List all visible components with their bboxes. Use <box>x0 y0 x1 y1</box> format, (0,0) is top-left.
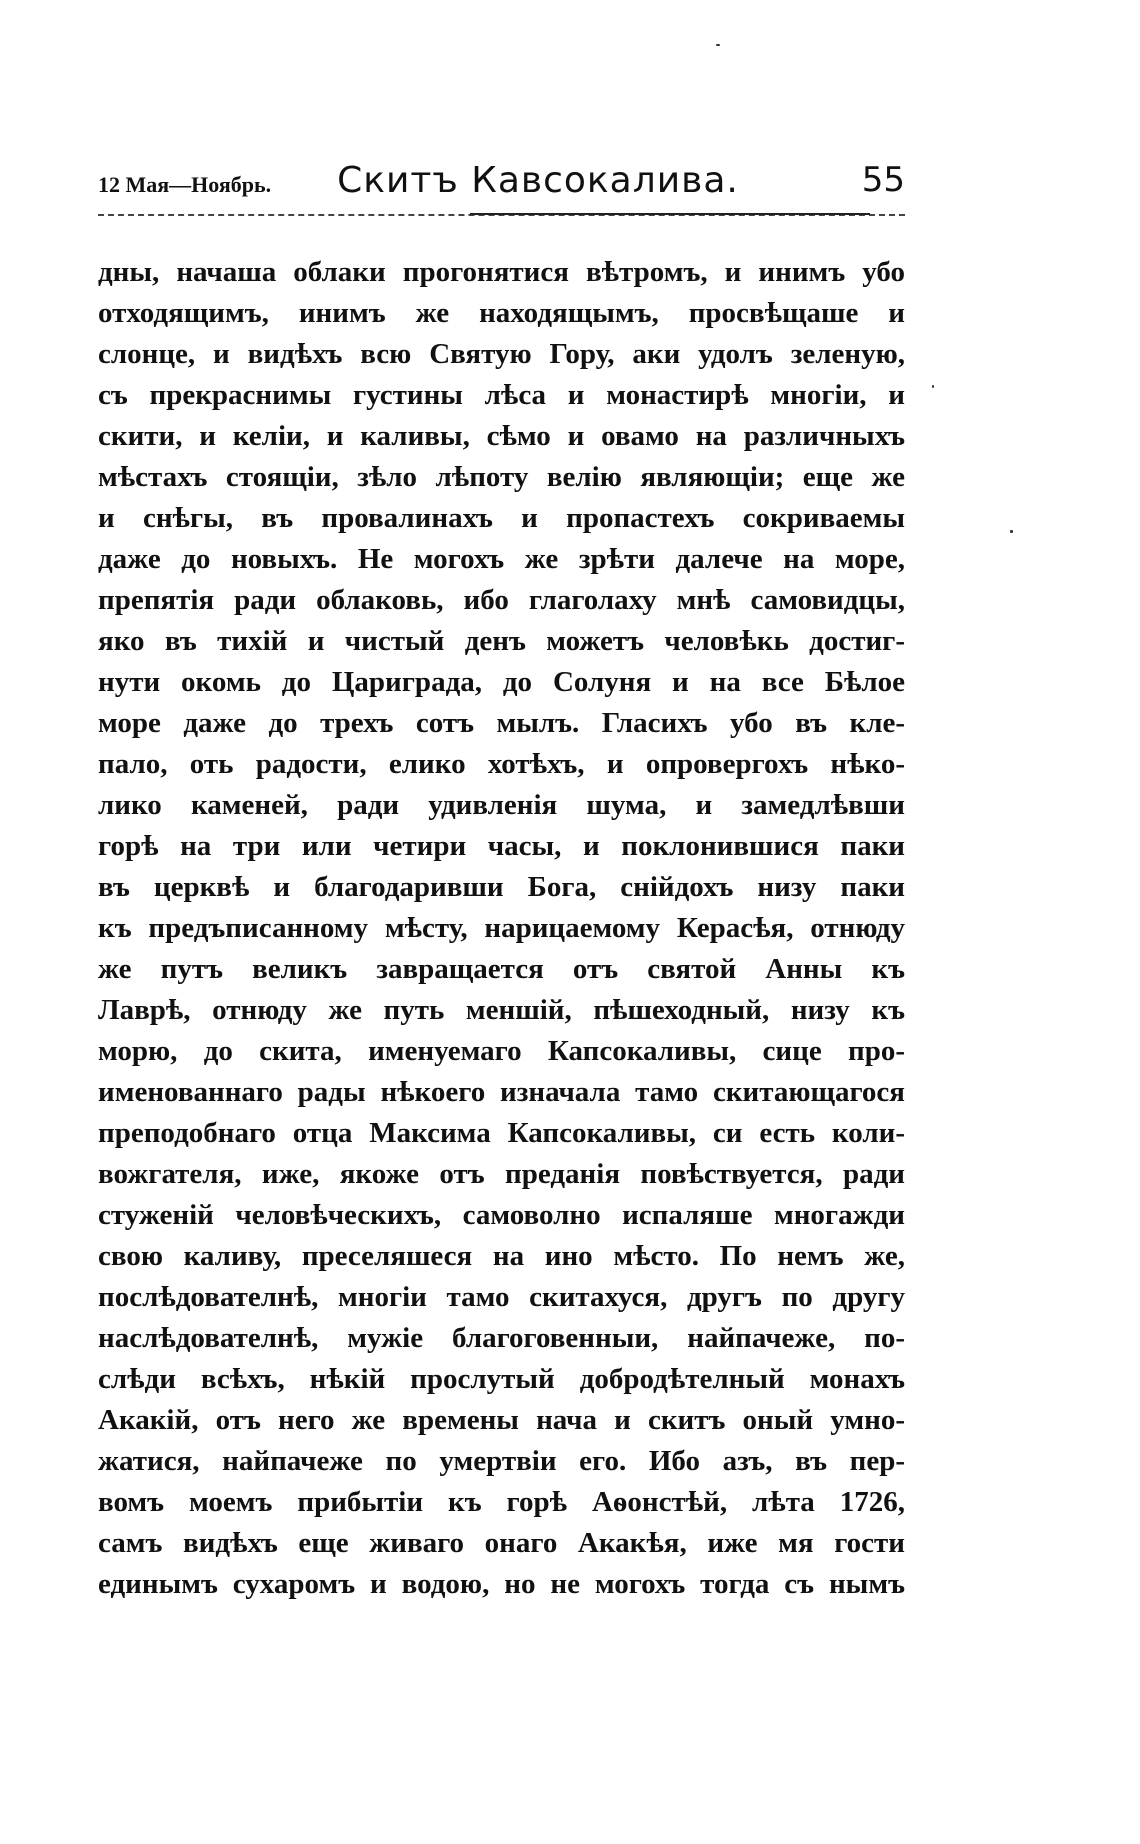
text-line: же путъ великъ завращается отъ святой Анны къ <box>98 953 905 985</box>
text-line: именованнаго рады нѣкоего изначала тамо скитающагося <box>98 1076 905 1108</box>
text-line: море даже до трехъ сотъ мылъ. Гласихъ убо въ кле- <box>98 707 905 739</box>
scan-speck <box>1010 530 1013 533</box>
text-line: единымъ сухаромъ и водою, но не могохъ тогда съ нымъ <box>98 1568 905 1600</box>
text-line: морю, до скита, именуемаго Капсокаливы, сице про- <box>98 1035 905 1067</box>
text-line: послѣдователнѣ, многіи тамо скитахуся, другъ по другу <box>98 1281 905 1313</box>
text-line: въ церквѣ и благодаривши Бога, снійдохъ низу паки <box>98 871 905 903</box>
scan-speck <box>932 385 934 388</box>
running-date: 12 Мая—Ноябрь. <box>98 172 272 197</box>
text-line: мѣстахъ стоящіи, зѣло лѣпоту велію являющіи; еще же <box>98 461 905 493</box>
text-line: отходящимъ, инимъ же находящымъ, просвѣщаше и <box>98 297 905 329</box>
text-line: Лаврѣ, отнюду же путь меншій, пѣшеходный, низу къ <box>98 994 905 1026</box>
text-line: наслѣдователнѣ, мужіе благоговенныи, найпачеже, по- <box>98 1322 905 1354</box>
text-line: къ предъписанному мѣсту, нарицаемому Керасѣя, отнюду <box>98 912 905 944</box>
text-line: стуженій человѣческихъ, самоволно испаляше многажди <box>98 1199 905 1231</box>
text-line: преподобнаго отца Максима Капсокаливы, си есть коли- <box>98 1117 905 1149</box>
header-rule-solid <box>470 213 870 215</box>
text-line: вомъ моемъ прибытіи къ горѣ Аѳонстѣй, лѣта 1726, <box>98 1486 905 1518</box>
text-line: слѣди всѣхъ, нѣкій прослутый добродѣтелный монахъ <box>98 1363 905 1395</box>
text-line: вожгателя, иже, якоже отъ преданія повѣствуется, ради <box>98 1158 905 1190</box>
text-line: пало, оть радости, елико хотѣхъ, и опровергохъ нѣко- <box>98 748 905 780</box>
text-line: нути окомь до Цариграда, до Солуня и на все Бѣлое <box>98 666 905 698</box>
text-line: съ прекраснимы густины лѣса и монастирѣ многіи, и <box>98 379 905 411</box>
running-header <box>98 160 905 220</box>
text-line: скити, и келіи, и каливы, сѣмо и овамо на различныхъ <box>98 420 905 452</box>
text-line: самъ видѣхъ еще живаго онаго Акакѣя, иже мя гости <box>98 1527 905 1559</box>
running-title: Скитъ Кавсокалива. <box>337 160 739 201</box>
text-line: Акакій, отъ него же времены нача и скитъ оный умно- <box>98 1404 905 1436</box>
text-line: свою каливу, преселяшеся на ино мѣсто. По немъ же, <box>98 1240 905 1272</box>
body-text <box>98 252 905 1605</box>
text-line: и снѣгы, въ провалинахъ и пропастехъ сокриваемы <box>98 502 905 534</box>
text-line: яко въ тихій и чистый денъ можетъ человѣкь достиг- <box>98 625 905 657</box>
text-line: препятія ради облаковь, ибо глаголаху мнѣ самовидцы, <box>98 584 905 616</box>
text-line: лико каменей, ради удивленія шума, и замедлѣвши <box>98 789 905 821</box>
scan-speck <box>716 44 720 46</box>
text-line: горѣ на три или четири часы, и поклонившися паки <box>98 830 905 862</box>
text-line: дны, начаша облаки прогонятися вѣтромъ, и инимъ убо <box>98 256 905 288</box>
page-number: 55 <box>861 160 905 200</box>
text-line: слонце, и видѣхъ всю Святую Гору, аки удолъ зеленую, <box>98 338 905 370</box>
text-line: жатися, найпачеже по умертвіи его. Ибо азъ, въ пер- <box>98 1445 905 1477</box>
text-line: даже до новыхъ. Не могохъ же зрѣти далече на море, <box>98 543 905 575</box>
